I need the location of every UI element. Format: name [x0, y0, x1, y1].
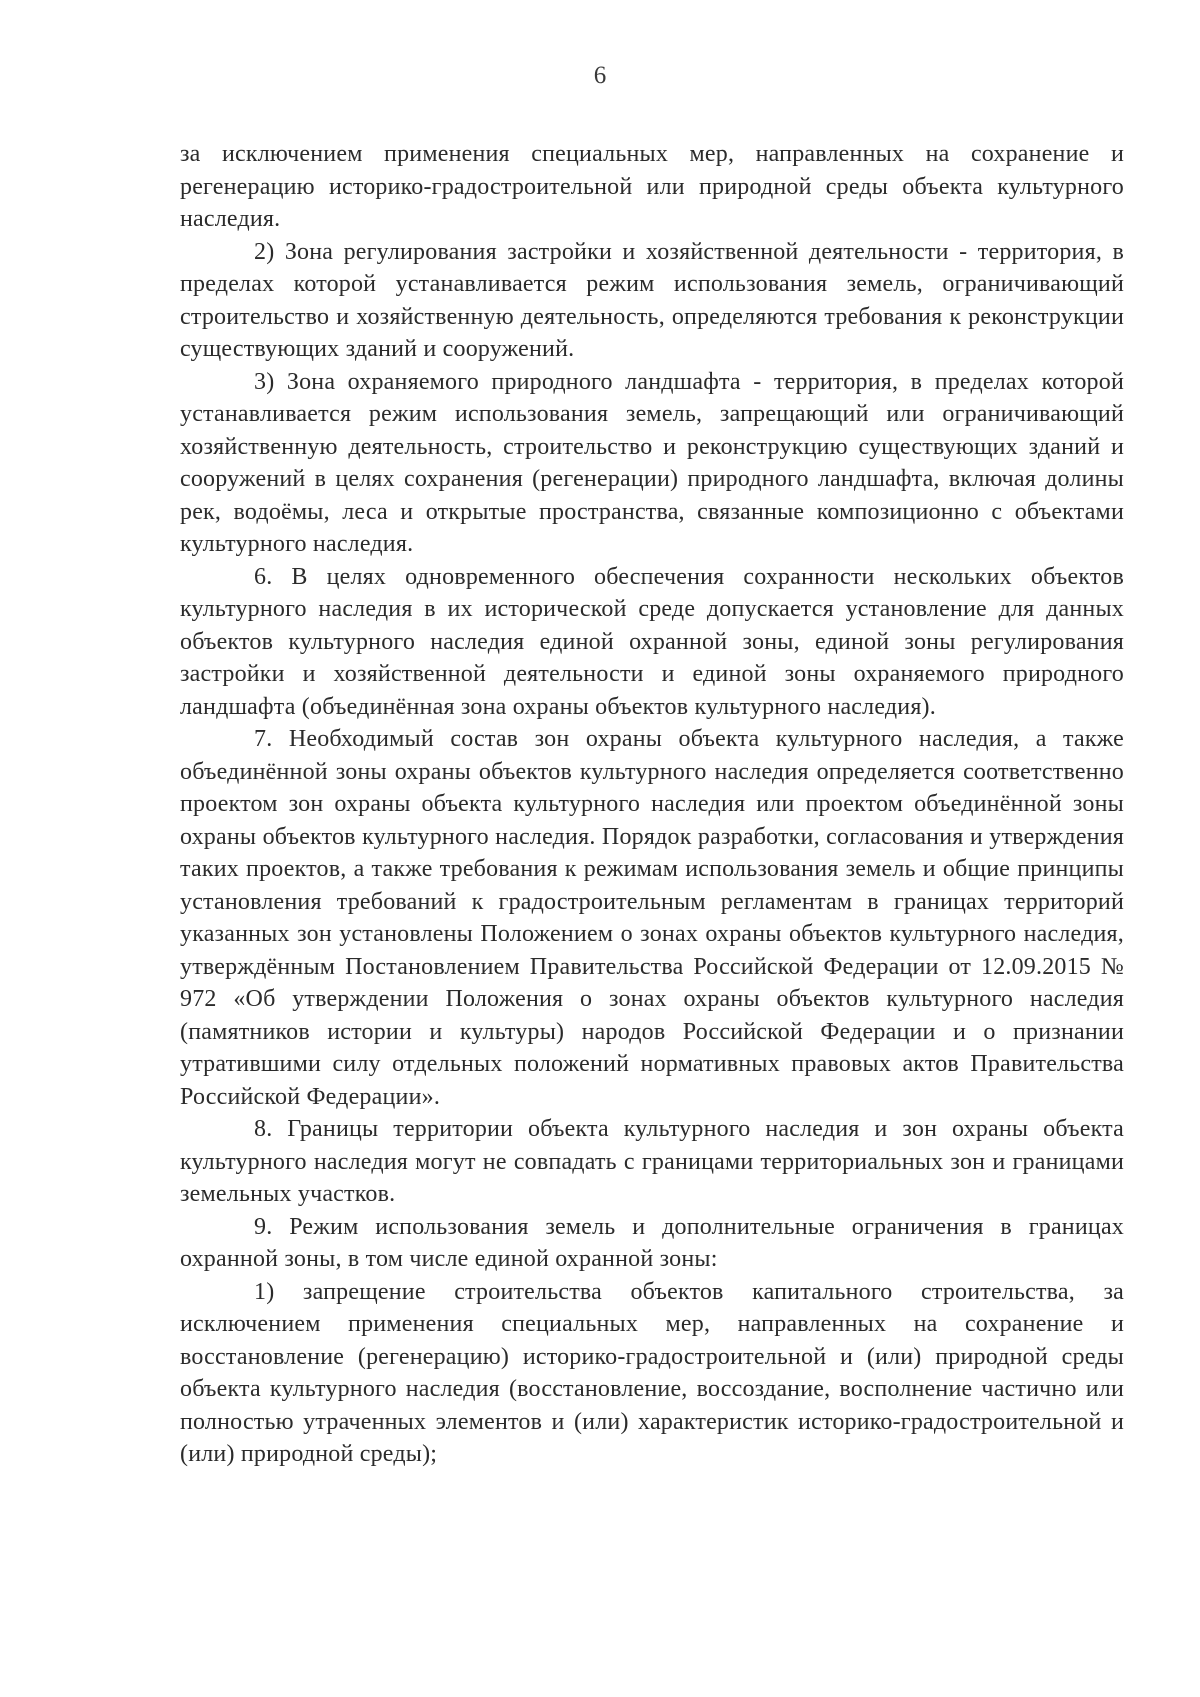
paragraph-item-9: 9. Режим использования земель и дополнительные ограничения в границах охранной зоны, в том числе единой охранной зоны:: [180, 1213, 1124, 1272]
paragraph-zone-landscape: 3) Зона охраняемого природного ландшафта - территория, в пределах которой устанавливается режим использования земель, запрещающий или ограничивающий хозяйственную деятельность, строительство и реконструкцию существующих зданий и сооружений в целях сохранения (регенерации) природного ландшафта, включая долины рек, водоёмы, леса и открытые пространства, связанные композиционно с объектами культурного наследия.: [180, 368, 1124, 557]
document-body: [180, 138, 1124, 1471]
page-number: 6: [593, 62, 607, 89]
paragraph-item-8: 8. Границы территории объекта культурного наследия и зон охраны объекта культурного наследия могут не совпадать с границами территориальных зон и границами земельных участков.: [180, 1116, 1124, 1207]
paragraph-zone-regulation: 2) Зона регулирования застройки и хозяйственной деятельности - территория, в пределах которой устанавливается режим использования земель, ограничивающий строительство и хозяйственную деятельность, определяются требования к реконструкции существующих зданий и сооружений.: [180, 238, 1124, 362]
paragraph-item-7: 7. Необходимый состав зон охраны объекта культурного наследия, а также объединённой зоны охраны объектов культурного наследия определяется соответственно проектом зон охраны объекта культурного наследия или проектом объединённой зоны охраны объектов культурного наследия. Порядок разработки, согласования и утверждения таких проектов, а также требования к режимам использования земель и общие принципы установления требований к градостроительным регламентам в границах территорий указанных зон установлены Положением о зонах охраны объектов культурного наследия, утверждённым Постановлением Правительства Российской Федерации от 12.09.2015 № 972 «Об утверждении Положения о зонах охраны объектов культурного наследия (памятников истории и культуры) народов Российской Федерации и о признании утратившими силу отдельных положений нормативных правовых актов Правительства Российской Федерации».: [180, 726, 1124, 1110]
paragraph-item-6: 6. В целях одновременного обеспечения сохранности нескольких объектов культурного наследия в их исторической среде допускается установление для данных объектов культурного наследия единой охранной зоны, единой зоны регулирования застройки и хозяйственной деятельности и единой зоны охраняемого природного ландшафта (объединённая зона охраны объектов культурного наследия).: [180, 563, 1124, 720]
paragraph-continuation: за исключением применения специальных мер, направленных на сохранение и регенерацию историко-градостроительной или природной среды объекта культурного наследия.: [180, 141, 1124, 232]
paragraph-item-9-1: 1) запрещение строительства объектов капитального строительства, за исключением применения специальных мер, направленных на сохранение и восстановление (регенерацию) историко-градостроительной и (или) природной среды объекта культурного наследия (восстановление, воссоздание, восполнение частично или полностью утраченных элементов и (или) характеристик историко-градостроительной и (или) природной среды);: [180, 1278, 1124, 1467]
